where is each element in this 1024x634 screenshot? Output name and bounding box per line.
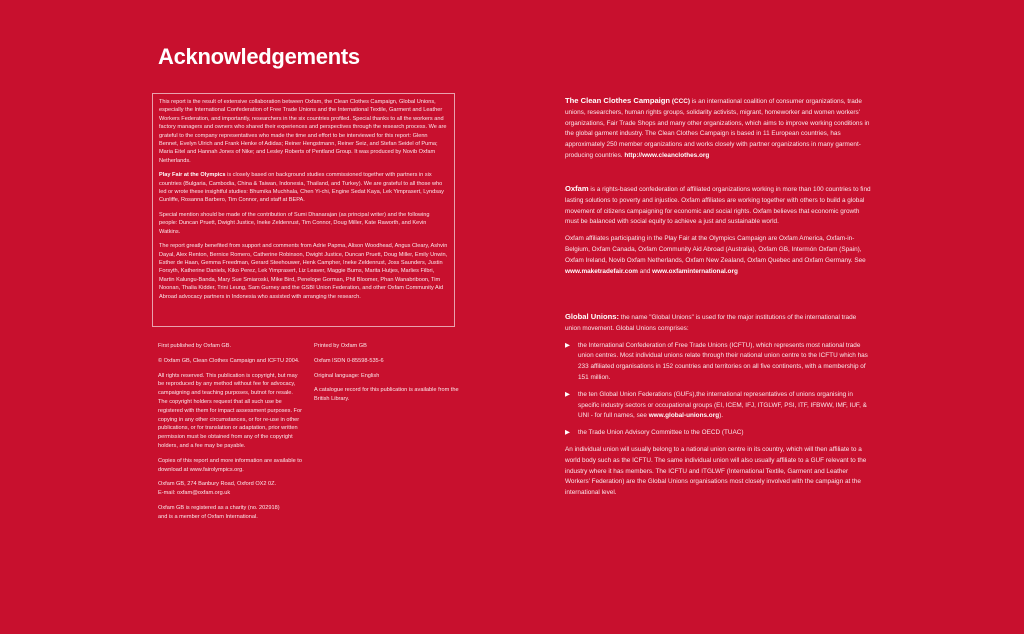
email-line: E-mail: oxfam@oxfam.org.uk <box>158 490 231 497</box>
ccc-section <box>565 96 871 168</box>
rights-statement: All rights reserved. This publication is copyright, but may be reproduced by any method without fee for advocacy, campaigning and teaching purposes, butnot for resale. The copyright holders request that all such use be registered with them for impact assessment purposes. For copying in any other circumstances, or for re-use in other publications, or for translation or adaptation, prior written permission must be obtained from any of the copyright holders, and a fee may be payable. <box>158 372 302 449</box>
credits-paragraph-collaboration: This report is the result of extensive collaboration between Oxfam, the Clean Clothes Campaign, Global Unions, especially the International Confederation of Free Trade Unions and the International Textile, Garment and Leather Workers Federation, and importantly, researchers in the six countries profiled. Special thanks to all the workers and factory managers and owners who shared their experiences and perspectives through the research process. We are grateful to the company representatives who made the time and effort to be interviewed for this report: Glenn Bennet, Evelyn Ulrich and Frank Henke of Adidas; Reiner Hengstmann, Reiner Seiz, and Stefan Seidel of Puma; Maria Eitel and Hannah Jones of Nike; and Lesley Roberts of Pentland Group. It was produced by Novib Oxfam Netherlands. <box>159 99 447 164</box>
printed-by: Printed by Oxfam GB <box>314 343 367 349</box>
oxfam-heading: Oxfam <box>565 184 589 193</box>
charity-info: Oxfam GB is registered as a charity (no. 202918) and is a member of Oxfam International. <box>158 504 280 520</box>
triangle-right-icon: ▶ <box>565 429 570 437</box>
address-block: Oxfam GB, 274 Banbury Road, Oxford OX2 0Z. E-mail: oxfam@oxfam.org.uk <box>158 481 277 497</box>
credits-box <box>152 93 455 327</box>
credits-paragraph-mention: Special mention should be made of the contribution of Sumi Dhanarajan (as principal writer) and the following people: Duncan Pruett, Dwight Justice, Ineke Zeldenrust, Tim Connor, Doug Miller, Kate Raworth, and Kevin Watkins. <box>159 211 430 235</box>
oxfam-section <box>565 184 871 283</box>
maketradefair-link[interactable]: www.maketradefair.com <box>565 267 638 275</box>
catalogue-record: A catalogue record for this publication is available from the British Library. <box>314 387 459 403</box>
ccc-heading: The Clean Clothes Campaign <box>565 96 671 105</box>
global-unions-link[interactable]: www.global-unions.org <box>648 412 720 420</box>
report-title-bold: Play Fair at the Olympics <box>159 172 226 179</box>
global-unions-intro: Global Unions: the name "Global Unions" is used for the major institutions of the international trade union movement. Global Unions comprises: <box>565 312 857 332</box>
triangle-right-icon: ▶ <box>565 390 570 398</box>
language-line: Original language: English <box>314 372 380 379</box>
first-published: First published by Oxfam GB. <box>158 343 232 349</box>
credits-paragraph-studies: Play Fair at the Olympics is closely based on background studies commissioned together with partners in six countries (Bulgaria, Cambodia, China & Taiwan, Indonesia, Thailand, and Turkey). We are grateful to all those who led or wrote these insightful studies: Bhumika Muchhala, Chen Yi-chi, Engine Sedat Kaya, Lek Yimprasert, Lyndsay Cunliffe, Rosanna Barbero, Tim Connor, and staff at BEPA. <box>159 172 444 204</box>
ccc-paragraph: The Clean Clothes Campaign (CCC) is an international coalition of consumer organizations, trade unions, researchers, human rights groups, solidarity activists, migrant, homeworker and women workers' organizations, Fair Trade Shops and many other organizations, which aims to improve working conditions in the global garment industry. The Clean Clothes Campaign is based in 11 European countries, has approximately 250 member organizations and works closely with partner organizations in many garment-producing countries. http://www.cleanclothes.org <box>565 96 870 159</box>
oxfam-international-link[interactable]: www.oxfaminternational.org <box>652 267 738 275</box>
triangle-right-icon: ▶ <box>565 341 570 349</box>
printing-info-column <box>314 342 464 410</box>
bullet-gufs: ▶ the ten Global Union Federations (GUFs),the international representatives of unions organising in specific industry sectors or occupational groups (EI, ICEM, IFJ, ITGLWF, PSI, ITF, IFBWW, IMF, IUF, & UNI - for full names, see www.global-unions.org). <box>565 390 867 420</box>
ccc-link[interactable]: http://www.cleanclothes.org <box>624 151 710 159</box>
bullet-tuac: ▶ the Trade Union Advisory Committee to the OECD (TUAC) <box>565 428 871 439</box>
oxfam-affiliates: Oxfam affiliates participating in the Play Fair at the Olympics Campaign are Oxfam America, Oxfam-in-Belgium, Oxfam Canada, Oxfam Community Aid Abroad (Australia), Oxfam GB, Intermón Oxfam (Spain), Oxfam Ireland, Novib Oxfam Netherlands, Oxfam New Zealand, Oxfam Quebec and Oxfam Germany. See www.maketradefair.com and www.oxfaminternational.org <box>565 235 866 275</box>
isbn-line: Oxfam ISDN 0-85598-535-6 <box>314 357 384 364</box>
download-info: Copies of this report and more information are available to download at www.fairolympics.org. <box>158 457 302 473</box>
publication-info-column <box>158 342 304 528</box>
global-unions-section <box>565 312 871 505</box>
credits-paragraph-comments: The report greatly benefited from support and comments from Adrie Papma, Alison Woodhead, Angus Cleary, Ashvin Dayal, Alex Renton, Bernice Romero, Catherine Robinson, Dwight Justice, Duncan Pruett, Doug Miller, Emily Unwin, Esther de Haan, Gemma Freedman, Gerard Steehouwer, Henk Campher, Ineke Zeldenrust, Joss Saunders, Justin Forsyth, Katherine Daniels, Kiko Perez, Lek Yimprasert, Liz Leaver, Maggie Burns, Marita Hutjes, Marlies Filbri, Martin Kalungu-Banda, Mary Sue Smiaroski, Mike Bird, Penelope Gorman, Phil Bloomer, Phan Wanabriboon, Tim Noonan, Thalia Kidder, Trini Leung, Sam Gurney and the GSBI Union Federation, and other Oxfam Community Aid Abroad advocacy partners in Indonesia who assisted with arranging the research. <box>159 243 448 300</box>
global-unions-closing: An individual union will usually belong to a national union centre in its country, which will then affiliate to a world body such as the ICFTU. The same individual union will also usually affiliate to a GUF relevant to the industry where it has members. The ICFTU and ITGLWF (International Textile, Garment and Leather Workers' Federation) are the Global Unions organisations most closely involved with the campaign at the international level. <box>565 445 867 497</box>
bullet-icftu: ▶ the International Confederation of Free Trade Unions (ICFTU), which represents most national trade union centres. Most individual unions relate through their national union centre to the ICFTU which has 233 affiliated organisations in 152 countries and territories on all five continents, with a membership of 151 million. <box>565 341 868 381</box>
page-title: Acknowledgements <box>158 44 360 69</box>
global-unions-heading: Global Unions: <box>565 312 619 321</box>
oxfam-paragraph: Oxfam is a rights-based confederation of affiliated organizations working in more than 100 countries to find lasting solutions to poverty and injustice. Oxfam affiliates are working together with others to build a global movement of citizens campaigning for economic and social rights. Oxfam believes that economic growth must be balanced with social equity to achieve a just and sustainable world. <box>565 184 871 226</box>
copyright-line: © Oxfam GB, Clean Clothes Campaign and ICFTU 2004. <box>158 357 300 364</box>
